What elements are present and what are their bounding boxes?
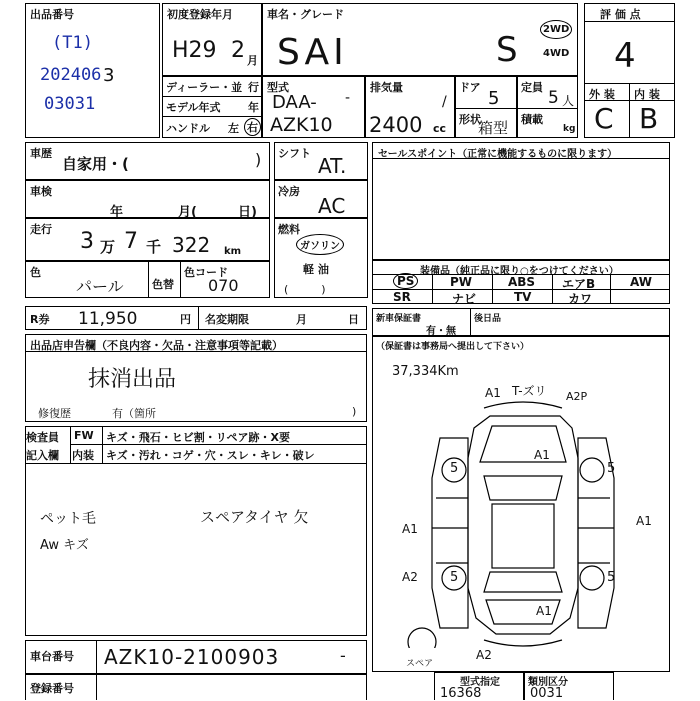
mark-right-a1: A1 [636, 514, 652, 528]
registration-box [25, 674, 367, 700]
mileage-label: 走行 [30, 223, 52, 236]
first-reg-label: 初度登録年月 [167, 8, 233, 21]
tax-month: 月 [296, 313, 307, 326]
drive-2wd: 2WD [540, 20, 572, 39]
inspection-day: 日) [238, 205, 257, 220]
type-code: AZK10 [270, 114, 333, 136]
mileage-sen-digit: 7 [124, 229, 138, 254]
model-year-label: モデル年式 [166, 101, 221, 114]
score-ext-label: 外 装 [589, 88, 615, 101]
handle-right: 右 [244, 118, 261, 136]
mark-hood-a1: A1 [534, 448, 550, 462]
fuel-gasoline: ガソリン [296, 234, 344, 255]
inspection-month: 月( [178, 205, 197, 220]
type-designation-label: 型式指定 [460, 677, 500, 688]
history-close: ) [255, 150, 262, 169]
chassis-label: 車台番号 [30, 650, 74, 663]
inspector-label2: 記入欄 [26, 449, 59, 462]
recycle-box [25, 306, 367, 330]
chassis-trail: - [340, 646, 346, 665]
score-int-value: B [639, 102, 659, 135]
mark-front-scratch: T-ズリ [512, 384, 547, 398]
first-reg-value: H29 [172, 38, 217, 63]
model-year-unit: 年 [248, 101, 259, 114]
history-label: 車歴 [30, 147, 52, 160]
equip-abs: ABS [508, 275, 536, 289]
color-tone-label: 色替 [152, 278, 174, 291]
recycle-unit: 円 [180, 313, 191, 326]
displacement-unit: cc [433, 122, 447, 135]
int-items: キズ・汚れ・コゲ・穴・スレ・キレ・破レ [106, 449, 315, 462]
aircon-label: 冷房 [278, 185, 300, 198]
shift-value: AT. [318, 154, 347, 178]
tax-day: 日 [348, 313, 359, 326]
mileage-unit: km [224, 246, 242, 257]
mileage-rest: 322 [172, 233, 211, 257]
door-value: 5 [488, 88, 500, 109]
displacement-mark: / [442, 94, 447, 110]
name-grade: S [496, 30, 518, 70]
inspection-label: 車検 [30, 185, 52, 198]
mark-front-a2p: A2P [566, 390, 588, 403]
load-label: 積載 [521, 113, 543, 126]
aircon-value: AC [318, 194, 346, 218]
notes-text: 抹消出品 [88, 367, 177, 392]
displacement-value: 2400 [369, 113, 423, 137]
mark-left-a1: A1 [402, 522, 418, 536]
shape-label: 形状 [459, 113, 481, 126]
capacity-value: 5 [548, 88, 559, 108]
category-number-value: 0031 [530, 686, 564, 701]
lot-number: 03031 [44, 94, 96, 114]
remark-3: スペアタイヤ 欠 [200, 508, 309, 526]
inspector-label1: 検査員 [26, 431, 59, 444]
equip-ps: PS [393, 273, 418, 289]
category-number-label: 類別区分 [528, 677, 568, 688]
dealer-label: ディーラー・並 [166, 81, 243, 94]
tax-label: 名変期限 [205, 313, 249, 326]
warranty-new-label: 新車保証書 [376, 314, 422, 324]
color-code-label: 色コード [184, 266, 228, 279]
repair-value: 有（箇所 [112, 407, 156, 420]
lot-date-suffix: 3 [103, 65, 115, 86]
lot-code: (T1) [52, 33, 93, 53]
chassis-value: AZK10-2100903 [104, 645, 280, 669]
score-int-label: 内 装 [634, 88, 660, 101]
equip-navi: ナビ [452, 292, 477, 306]
inspector-notes-box [25, 464, 367, 636]
mark-rear-a1: A1 [536, 604, 552, 618]
warranty-later-label: 後日品 [474, 314, 502, 324]
fuel-paren: ( ) [284, 283, 326, 296]
registration-label: 登録番号 [30, 682, 74, 695]
equip-leather: カワ [568, 292, 593, 306]
type-dash: - [345, 90, 351, 106]
fuel-diesel: 軽 油 [303, 263, 329, 276]
remark-2: Aw キズ [40, 538, 89, 553]
remark-1: ペット毛 [40, 511, 96, 527]
lot-label: 出品番号 [30, 8, 74, 21]
capacity-label: 定員 [521, 81, 543, 94]
color-value: パール [76, 277, 124, 296]
capacity-unit: 人 [562, 94, 575, 108]
equip-sr: SR [393, 290, 411, 304]
spare-label: スペア [406, 659, 434, 669]
mark-rear-a2: A2 [476, 648, 492, 662]
fuel-label: 燃料 [278, 223, 300, 236]
fw-label: FW [74, 429, 94, 442]
diagram-mileage: 37,334Km [392, 364, 459, 379]
mileage-man: 万 [100, 238, 116, 256]
equip-airbag: エアB [562, 277, 596, 291]
recycle-label: R券 [30, 313, 50, 326]
score-value: 4 [614, 36, 636, 76]
equipment-label: 装備品（純正品に限り○をつけてください） [420, 266, 619, 277]
type-prefix: DAA- [272, 92, 317, 113]
first-reg-month: 2 [231, 38, 245, 63]
score-ext-value: C [594, 102, 614, 135]
load-unit: kg [563, 124, 576, 134]
history-value: 自家用・( [62, 155, 129, 173]
handle-label: ハンドル [166, 122, 210, 135]
notes-label: 出品店申告欄（不良内容・欠品・注意事項等記載） [30, 339, 283, 352]
equip-aw: AW [630, 275, 652, 289]
warranty-new-value: 有・無 [426, 326, 456, 337]
mark-left-a2: A2 [402, 570, 418, 584]
lot-date: 202406 [40, 65, 102, 85]
drive-4wd: 4WD [543, 48, 570, 59]
repair-label: 修復歴 [38, 407, 71, 420]
type-designation-value: 16368 [440, 686, 482, 701]
displacement-label: 排気量 [370, 81, 403, 94]
equip-tv: TV [514, 290, 532, 304]
shift-label: シフト [278, 147, 311, 160]
mileage-man-digit: 3 [80, 229, 94, 254]
shape-value: 箱型 [478, 119, 509, 137]
recycle-value: 11,950 [78, 309, 138, 329]
color-label: 色 [30, 266, 41, 279]
repair-close: ) [352, 405, 357, 418]
mileage-sen: 千 [146, 238, 162, 256]
sales-points-label: セールスポイント（正常に機能するものに限ります） [378, 149, 618, 160]
name-label: 車名・グレード [267, 8, 344, 21]
tire-mark-rr: 5 [607, 570, 616, 585]
handle-left: 左 [228, 122, 239, 135]
car-diagram [400, 378, 645, 648]
tire-mark-rl: 5 [450, 570, 459, 585]
int-label: 内装 [72, 449, 94, 462]
type-label: 型式 [267, 81, 289, 94]
diagram-label: （保証書は事務局へ提出して下さい） [376, 342, 530, 352]
fw-items: キズ・飛石・ヒビ割・リペア跡・X要 [106, 431, 291, 444]
tire-mark-fl: 5 [450, 461, 459, 476]
equip-pw: PW [450, 275, 473, 289]
tire-mark-fr: 5 [607, 461, 616, 476]
dealer-label-suffix: 行 [248, 81, 259, 94]
mark-front-a1: A1 [485, 386, 501, 400]
first-reg-unit: 月 [247, 54, 258, 67]
name-model: SAI [277, 32, 348, 73]
color-code-value: 070 [208, 276, 239, 295]
inspection-box [25, 180, 270, 218]
door-label: ドア [459, 81, 481, 94]
score-label: 評 価 点 [600, 8, 641, 21]
inspection-year: 年 [110, 205, 124, 220]
